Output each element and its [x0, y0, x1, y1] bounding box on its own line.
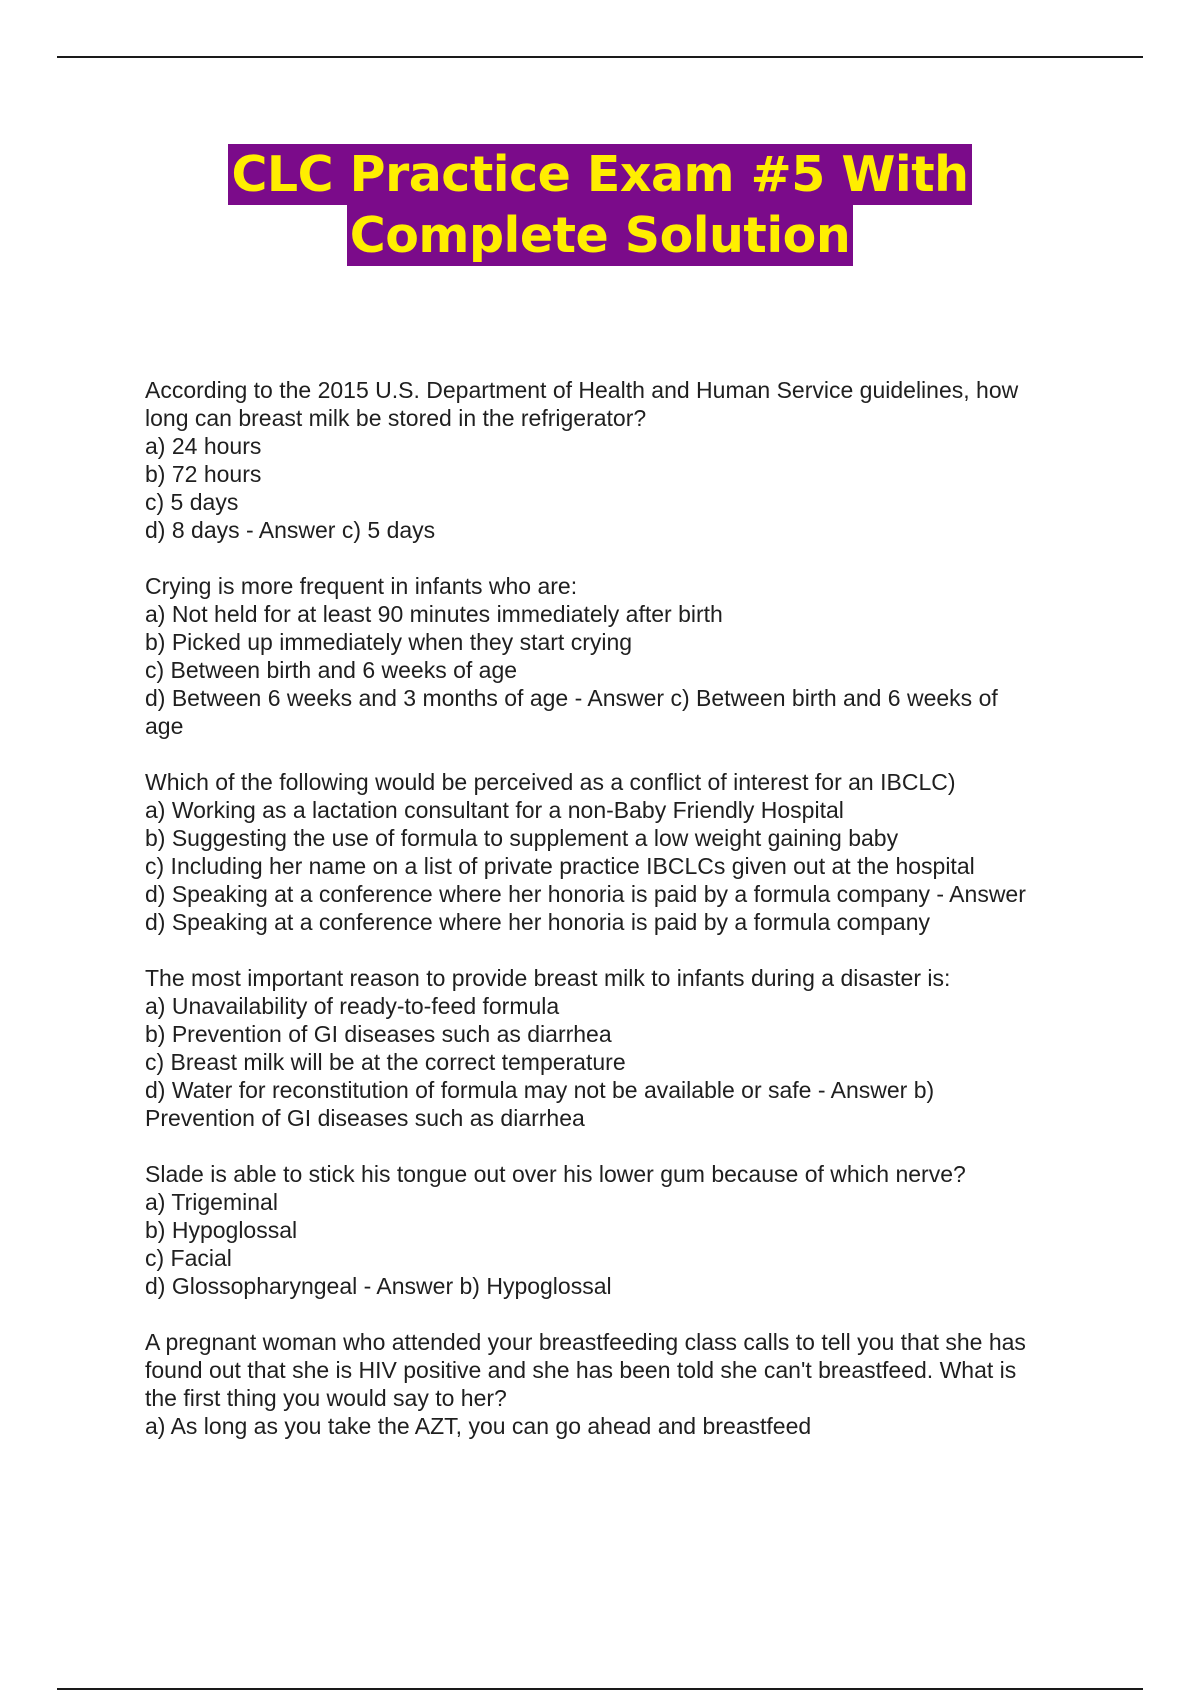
document-title	[0, 144, 1200, 266]
question-line: long can breast milk be stored in the refrigerator?	[145, 405, 647, 431]
title-line-2: Complete Solution	[347, 205, 853, 266]
question-line: Prevention of GI diseases such as diarrhea	[145, 1105, 585, 1131]
question-line: b) Picked up immediately when they start crying	[145, 629, 633, 655]
question-line: d) 8 days - Answer c) 5 days	[145, 517, 436, 543]
question-text-line: A pregnant woman who attended your breastfeeding class calls to tell you that she has	[145, 1329, 1026, 1355]
question-block	[145, 572, 1085, 740]
top-rule	[57, 56, 1143, 58]
question-block	[145, 1160, 1085, 1300]
question-line: d) Between 6 weeks and 3 months of age - Answer c) Between birth and 6 weeks of	[145, 685, 998, 711]
question-text-line: Crying is more frequent in infants who are:	[145, 573, 578, 599]
question-line: c) 5 days	[145, 489, 239, 515]
question-line: a) Trigeminal	[145, 1189, 278, 1215]
question-line: c) Breast milk will be at the correct temperature	[145, 1049, 626, 1075]
question-line: c) Including her name on a list of private practice IBCLCs given out at the hospital	[145, 853, 975, 879]
question-list	[145, 376, 1085, 1468]
question-line: a) 24 hours	[145, 433, 262, 459]
question-text-line: According to the 2015 U.S. Department of Health and Human Service guidelines, how	[145, 377, 1019, 403]
question-text-line: The most important reason to provide breast milk to infants during a disaster is:	[145, 965, 951, 991]
question-line: a) Unavailability of ready-to-feed formula	[145, 993, 560, 1019]
question-line: a) Not held for at least 90 minutes immediately after birth	[145, 601, 723, 627]
question-line: d) Glossopharyngeal - Answer b) Hypoglossal	[145, 1273, 612, 1299]
question-block	[145, 376, 1085, 544]
question-line: d) Speaking at a conference where her honoria is paid by a formula company	[145, 909, 931, 935]
question-line: age	[145, 713, 184, 739]
question-line: b) Prevention of GI diseases such as diarrhea	[145, 1021, 612, 1047]
question-line: d) Water for reconstitution of formula may not be available or safe - Answer b)	[145, 1077, 935, 1103]
question-line: b) Hypoglossal	[145, 1217, 298, 1243]
question-line: c) Facial	[145, 1245, 232, 1271]
question-line: b) Suggesting the use of formula to supplement a low weight gaining baby	[145, 825, 899, 851]
question-block	[145, 964, 1085, 1132]
question-line: found out that she is HIV positive and she has been told she can't breastfeed. What is	[145, 1357, 1017, 1383]
question-line: d) Speaking at a conference where her honoria is paid by a formula company - Answer	[145, 881, 1026, 907]
question-line: a) Working as a lactation consultant for a non-Baby Friendly Hospital	[145, 797, 844, 823]
question-line: c) Between birth and 6 weeks of age	[145, 657, 518, 683]
question-line: the first thing you would say to her?	[145, 1385, 507, 1411]
question-text-line: Slade is able to stick his tongue out over his lower gum because of which nerve?	[145, 1161, 966, 1187]
question-block	[145, 768, 1085, 936]
title-line-1: CLC Practice Exam #5 With	[228, 144, 971, 205]
bottom-rule	[57, 1688, 1143, 1690]
question-line: a) As long as you take the AZT, you can go ahead and breastfeed	[145, 1413, 812, 1439]
question-line: b) 72 hours	[145, 461, 262, 487]
question-block	[145, 1328, 1085, 1440]
question-text-line: Which of the following would be perceived as a conflict of interest for an IBCLC)	[145, 769, 956, 795]
